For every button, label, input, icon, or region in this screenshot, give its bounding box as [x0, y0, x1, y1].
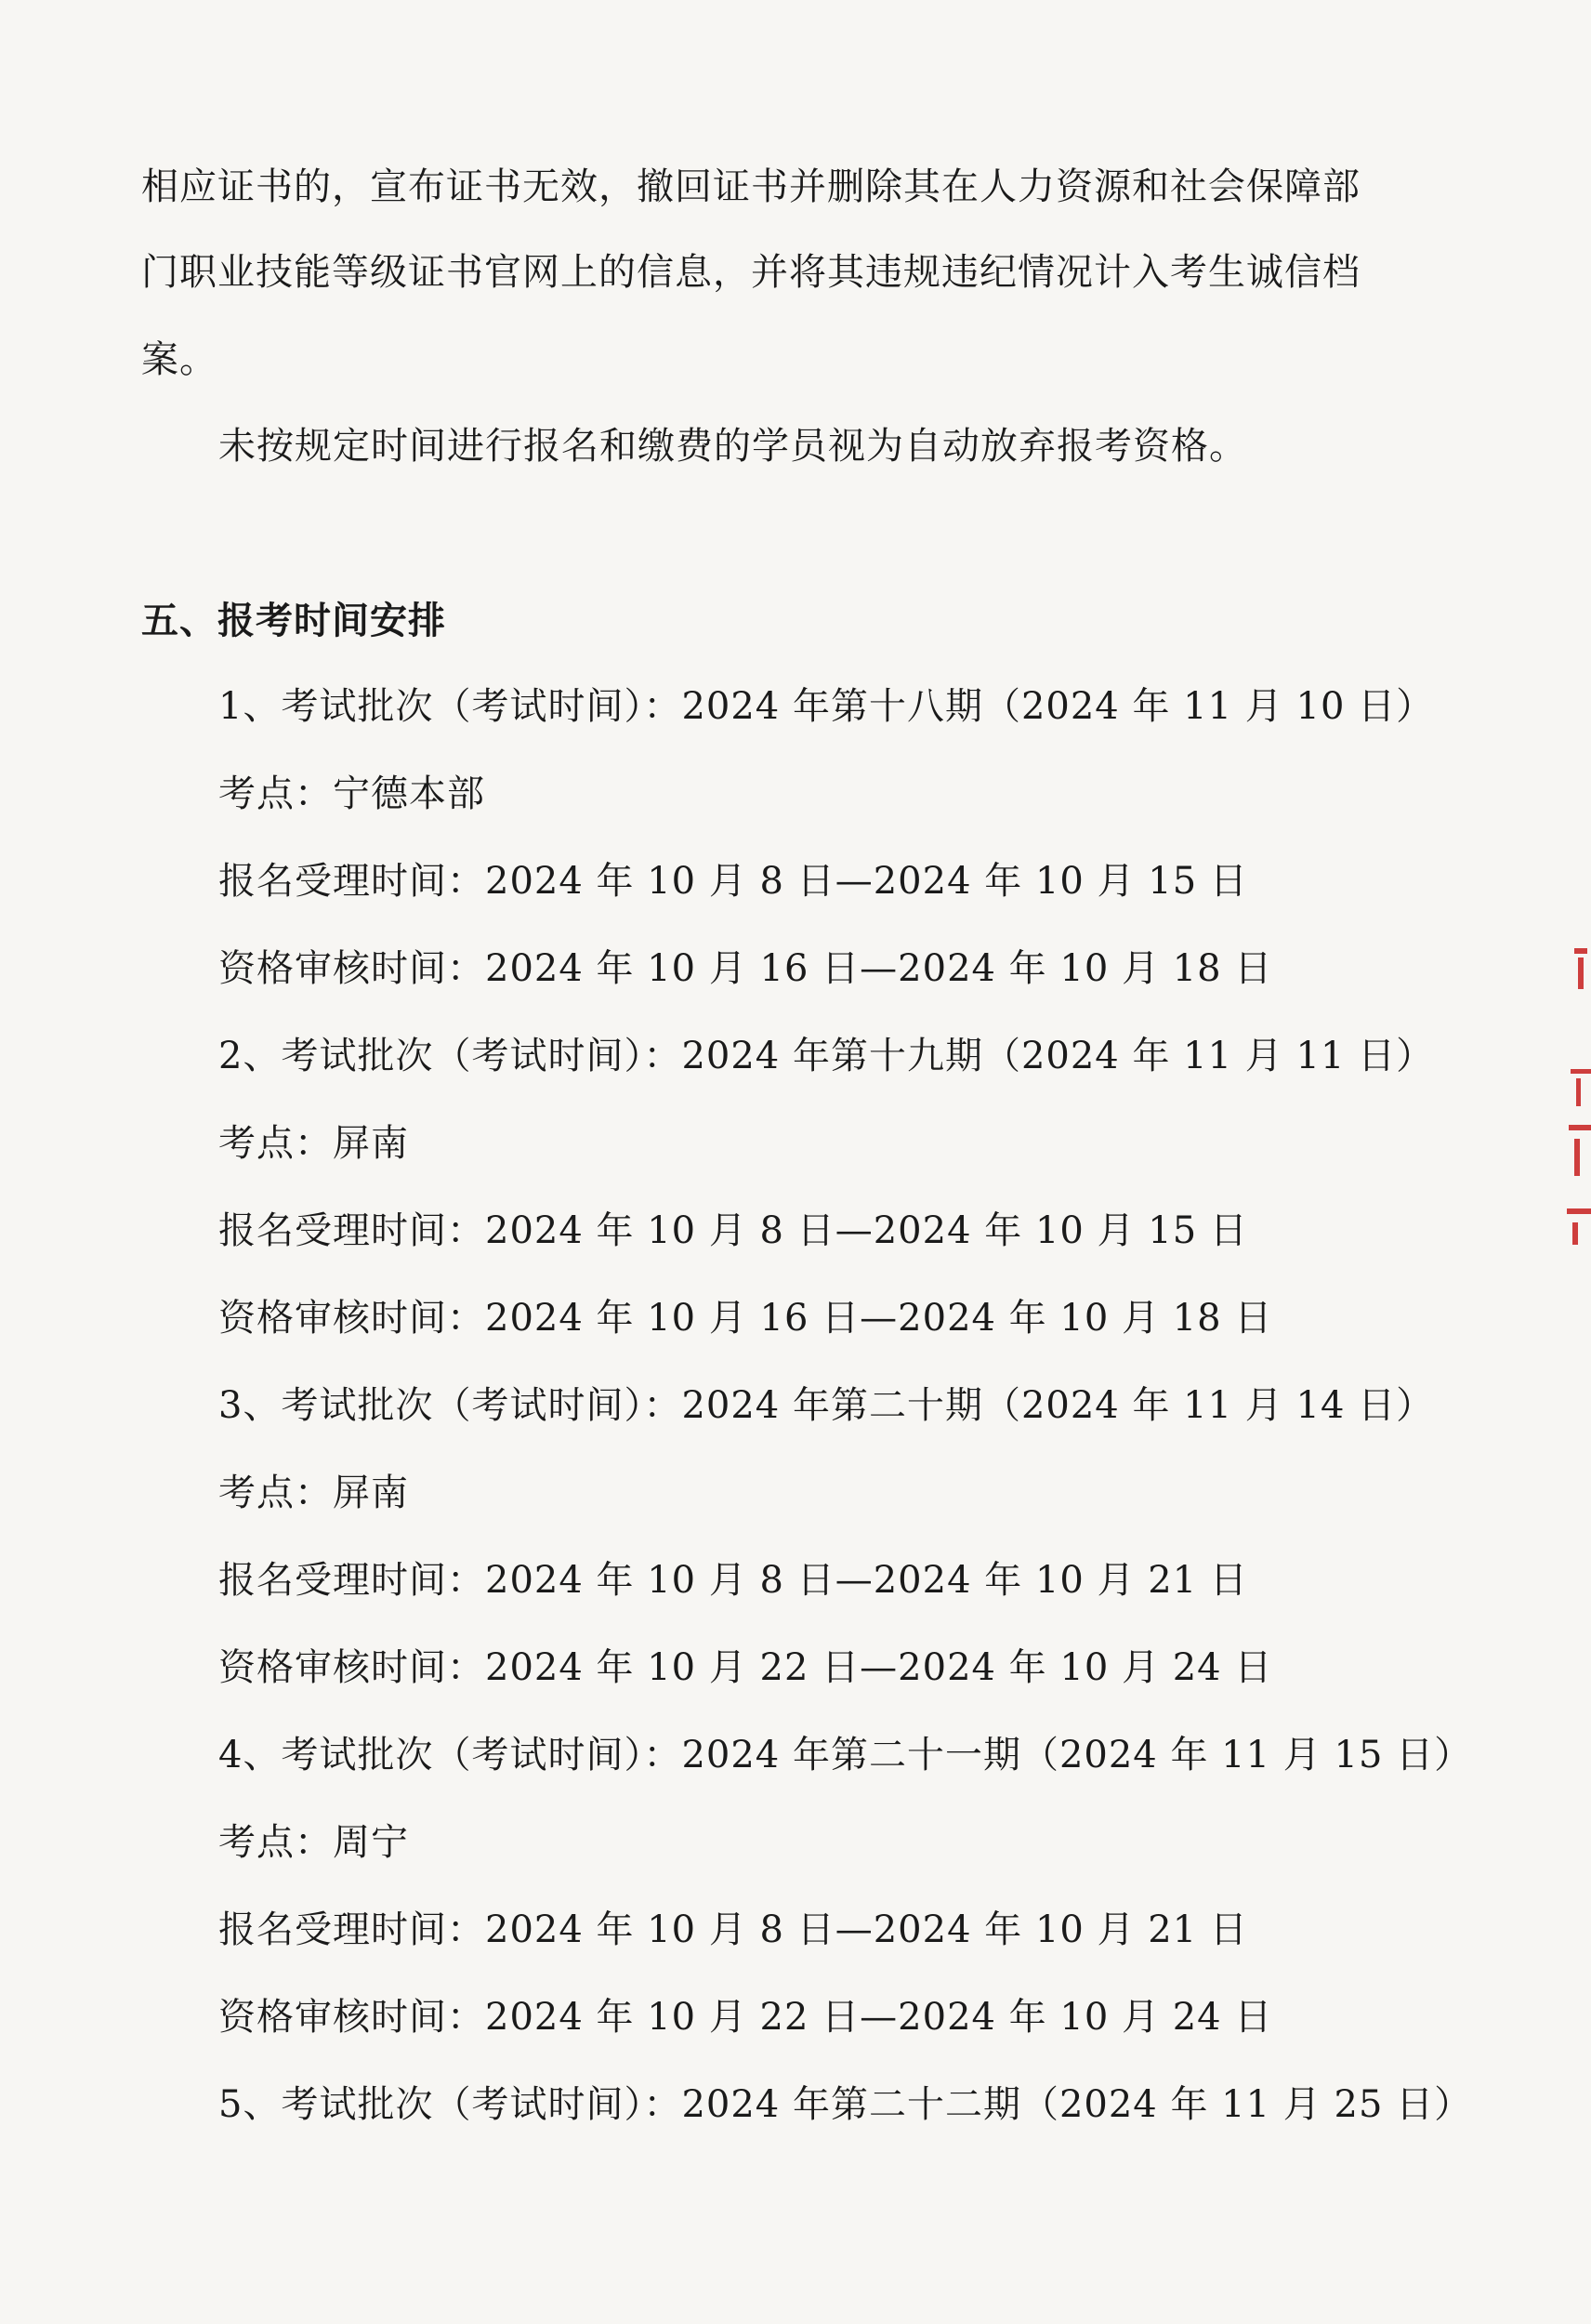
batch-1-site: 考点：宁德本部: [218, 772, 485, 815]
batch-3-review: 资格审核时间：2024 年 10 月 22 日—2024 年 10 月 24 日: [218, 1646, 1273, 1689]
batch-3-site: 考点：屏南: [218, 1472, 409, 1514]
batch-4-site: 考点：周宁: [218, 1821, 409, 1864]
red-seal-fragment: [1561, 930, 1591, 1264]
paragraph-line-2: 门职业技能等级证书官网上的信息，并将其违规违纪情况计入考生诚信档: [141, 251, 1361, 294]
paragraph-line-3: 案。: [141, 338, 217, 381]
section-heading: 五、报考时间安排: [141, 599, 446, 642]
batch-1-title: 1、考试批次（考试时间）：2024 年第十八期（2024 年 11 月 10 日）: [218, 685, 1435, 728]
batch-4-review: 资格审核时间：2024 年 10 月 22 日—2024 年 10 月 24 日: [218, 1996, 1273, 2039]
batch-5-title: 5、考试批次（考试时间）：2024 年第二十二期（2024 年 11 月 25 日）: [218, 2083, 1473, 2126]
paragraph-line-4: 未按规定时间进行报名和缴费的学员视为自动放弃报考资格。: [218, 425, 1247, 468]
batch-3-title: 3、考试批次（考试时间）：2024 年第二十期（2024 年 11 月 14 日）: [218, 1384, 1435, 1427]
paragraph-line-1: 相应证书的，宣布证书无效，撤回证书并删除其在人力资源和社会保障部: [141, 165, 1361, 208]
batch-4-registration: 报名受理时间：2024 年 10 月 8 日—2024 年 10 月 21 日: [218, 1908, 1248, 1951]
batch-2-registration: 报名受理时间：2024 年 10 月 8 日—2024 年 10 月 15 日: [218, 1209, 1248, 1252]
batch-1-review: 资格审核时间：2024 年 10 月 16 日—2024 年 10 月 18 日: [218, 947, 1273, 990]
batch-2-site: 考点：屏南: [218, 1122, 409, 1165]
batch-3-registration: 报名受理时间：2024 年 10 月 8 日—2024 年 10 月 21 日: [218, 1559, 1248, 1602]
batch-2-title: 2、考试批次（考试时间）：2024 年第十九期（2024 年 11 月 11 日）: [218, 1035, 1435, 1077]
batch-4-title: 4、考试批次（考试时间）：2024 年第二十一期（2024 年 11 月 15 日）: [218, 1734, 1473, 1776]
batch-2-review: 资格审核时间：2024 年 10 月 16 日—2024 年 10 月 18 日: [218, 1297, 1273, 1340]
batch-1-registration: 报名受理时间：2024 年 10 月 8 日—2024 年 10 月 15 日: [218, 860, 1248, 903]
